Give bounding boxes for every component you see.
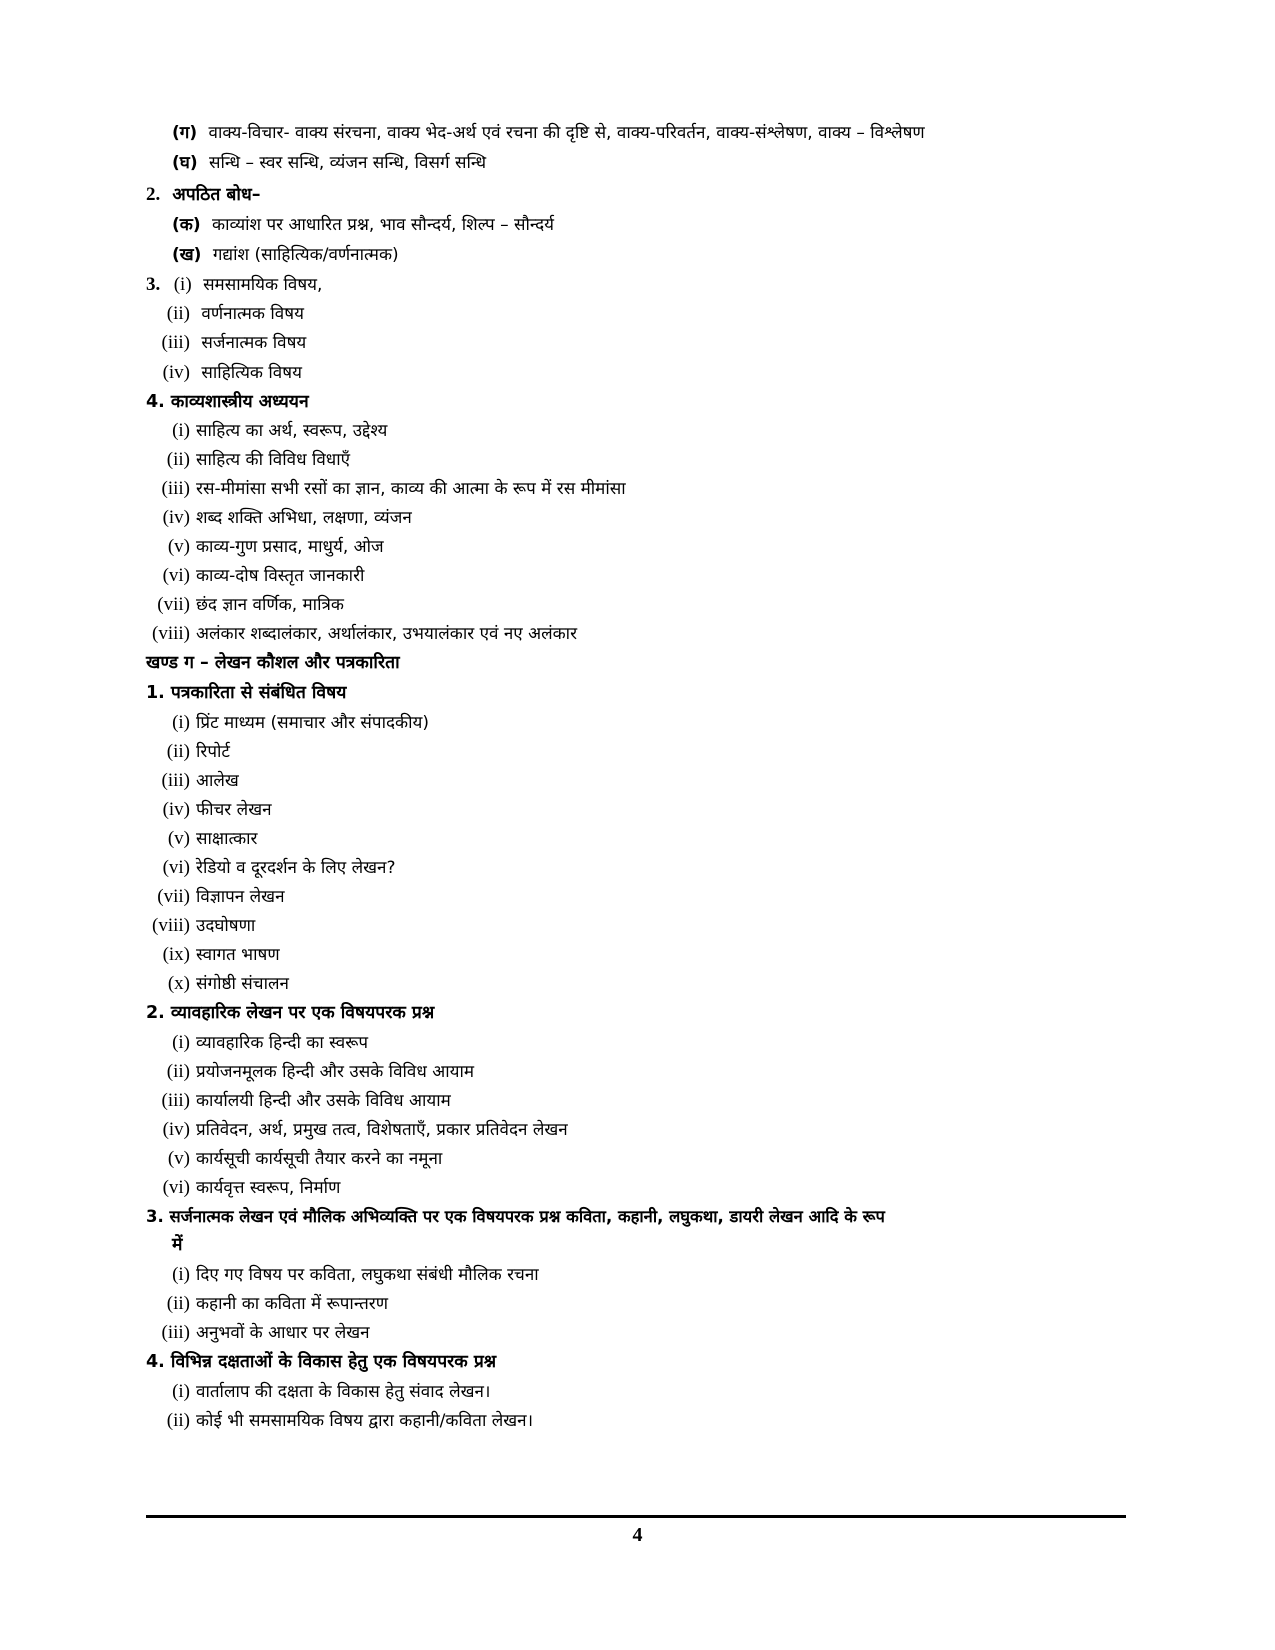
item-label: (ख) <box>172 245 202 265</box>
item-text: विज्ञापन लेखन <box>196 887 285 907</box>
item-number: (ii) <box>166 741 190 762</box>
list-item <box>146 885 285 909</box>
item-number: (v) <box>167 1148 190 1169</box>
item-text: सन्धि – स्वर सन्धि, व्यंजन सन्धि, विसर्ग सन्धि <box>209 153 487 173</box>
item-number: (ii) <box>166 303 190 324</box>
list-item <box>146 593 344 617</box>
list-item <box>146 1118 568 1142</box>
item-number: (vii) <box>157 594 190 615</box>
list-item <box>146 1263 539 1287</box>
item-text: साक्षात्कार <box>196 829 258 849</box>
list-item <box>146 1176 340 1200</box>
list-item <box>146 361 302 385</box>
list-item <box>146 535 384 559</box>
section-heading <box>146 183 260 207</box>
item-number: (i) <box>172 712 190 733</box>
list-item <box>146 972 289 996</box>
list-item <box>146 564 364 588</box>
item-number: (vii) <box>157 886 190 907</box>
section-heading: 1. पत्रकारिता से संबंधित विषय <box>146 683 347 703</box>
item-text: साहित्य का अर्थ, स्वरूप, उद्देश्य <box>196 421 388 441</box>
item-text: अलंकार शब्दालंकार, अर्थालंकार, उभयालंकार एवं नए अलंकार <box>196 624 578 644</box>
list-item <box>146 331 306 355</box>
item-number: (vi) <box>162 565 190 586</box>
item-text: दिए गए विषय पर कविता, लघुकथा संबंधी मौलिक रचना <box>196 1265 539 1285</box>
item-text: रेडियो व दूरदर्शन के लिए लेखन? <box>196 858 396 878</box>
item-number: (iv) <box>162 799 190 820</box>
item-label: (ग) <box>172 123 198 143</box>
section-heading: 4. काव्यशास्त्रीय अध्ययन <box>146 392 309 412</box>
item-number: (ii) <box>166 1410 190 1431</box>
list-item <box>146 477 626 501</box>
list-item <box>146 302 304 326</box>
list-item <box>146 1409 533 1433</box>
item-text: प्रतिवेदन, अर्थ, प्रमुख तत्व, विशेषताएँ, प्रकार प्रतिवेदन लेखन <box>196 1120 568 1140</box>
item-number: (vi) <box>162 1177 190 1198</box>
item-text: कार्यसूची कार्यसूची तैयार करने का नमूना <box>196 1149 443 1169</box>
section-title: अपठित बोध– <box>172 185 261 205</box>
item-text: छंद ज्ञान वर्णिक, मात्रिक <box>196 595 344 615</box>
item-text: अनुभवों के आधार पर लेखन <box>196 1323 370 1343</box>
footer-rule <box>146 1515 1126 1518</box>
list-item <box>146 769 239 793</box>
item-text: कहानी का कविता में रूपान्तरण <box>196 1294 389 1314</box>
item-number: (iv) <box>162 362 190 383</box>
item-number: (ii) <box>166 1061 190 1082</box>
list-item <box>146 1089 451 1113</box>
list-item <box>146 448 350 472</box>
item-text: वार्तालाप की दक्षता के विकास हेतु संवाद लेखन। <box>196 1382 491 1402</box>
item-text: उदघोषणा <box>196 916 256 936</box>
item-text: काव्यांश पर आधारित प्रश्न, भाव सौन्दर्य, शिल्प – सौन्दर्य <box>212 215 555 235</box>
item-number: (iii) <box>161 770 190 791</box>
item-text: कोई भी समसामयिक विषय द्वारा कहानी/कविता लेखन। <box>196 1411 534 1431</box>
list-item <box>146 622 577 646</box>
list-item <box>146 1147 442 1171</box>
list-item <box>146 1321 370 1345</box>
item-text: काव्य-दोष विस्तृत जानकारी <box>196 566 365 586</box>
item-text: साहित्य की विविध विधाएँ <box>196 450 351 470</box>
item-text: कार्यवृत्त स्वरूप, निर्माण <box>196 1178 341 1198</box>
item-text: स्वागत भाषण <box>196 945 280 965</box>
section-heading: 2. व्यावहारिक लेखन पर एक विषयपरक प्रश्न <box>146 1003 435 1023</box>
item-text: साहित्यिक विषय <box>201 363 302 383</box>
item-text: समसामयिक विषय, <box>203 275 323 295</box>
item-number: (x) <box>167 973 190 994</box>
item-text: आलेख <box>196 771 239 791</box>
section-heading-continued: में <box>172 1235 183 1255</box>
list-item <box>146 943 280 967</box>
list-item <box>146 827 258 851</box>
item-kh <box>172 243 399 267</box>
item-number: (iii) <box>161 332 190 353</box>
item-number: (viii) <box>152 915 190 936</box>
item-text: प्रयोजनमूलक हिन्दी और उसके विविध आयाम <box>196 1062 475 1082</box>
list-item <box>146 419 387 443</box>
item-number: (viii) <box>152 623 190 644</box>
item-number: (i) <box>172 420 190 441</box>
item-number: (iv) <box>162 1119 190 1140</box>
item-number: (i) <box>172 1032 190 1053</box>
item-text: रिपोर्ट <box>196 742 230 762</box>
section-number: 2. <box>146 184 161 205</box>
item-label: (क) <box>172 215 201 235</box>
item-number: (vi) <box>162 857 190 878</box>
item-number: (v) <box>167 536 190 557</box>
item-number: (ix) <box>162 944 190 965</box>
list-item <box>146 914 255 938</box>
item-number: (i) <box>172 1264 190 1285</box>
item-text: वर्णनात्मक विषय <box>201 304 304 324</box>
item-gh <box>172 151 486 175</box>
item-text: प्रिंट माध्यम (समाचार और संपादकीय) <box>196 713 429 733</box>
list-item <box>146 740 230 764</box>
item-number: (iii) <box>161 1090 190 1111</box>
item-number: (iii) <box>161 478 190 499</box>
item-number: (v) <box>167 828 190 849</box>
item-text: संगोष्ठी संचालन <box>196 974 289 994</box>
item-text: गद्यांश (साहित्यिक/वर्णनात्मक) <box>212 245 399 265</box>
item-text: व्यावहारिक हिन्दी का स्वरूप <box>196 1033 369 1053</box>
part-heading: खण्ड ग – लेखन कौशल और पत्रकारिता <box>146 653 400 673</box>
item-label: (घ) <box>172 153 198 173</box>
list-item <box>146 273 322 297</box>
section-number: 3. <box>146 274 161 295</box>
item-g <box>172 121 925 145</box>
list-item <box>146 798 272 822</box>
item-text: फीचर लेखन <box>196 800 272 820</box>
item-number: (iv) <box>162 507 190 528</box>
item-number: (ii) <box>166 1293 190 1314</box>
item-number: (iii) <box>161 1322 190 1343</box>
list-item <box>146 1380 490 1404</box>
list-item <box>146 711 429 735</box>
list-item <box>146 1031 368 1055</box>
item-k <box>172 213 554 237</box>
item-text: काव्य-गुण प्रसाद, माधुर्य, ओज <box>196 537 384 557</box>
item-text: शब्द शक्ति अभिधा, लक्षणा, व्यंजन <box>196 508 412 528</box>
list-item <box>146 1060 474 1084</box>
list-item <box>146 506 412 530</box>
list-item <box>146 856 395 880</box>
item-number: (ii) <box>166 449 190 470</box>
item-text: वाक्य-विचार- वाक्य संरचना, वाक्य भेद-अर्थ एवं रचना की दृष्टि से, वाक्य-परिवर्तन, वाक्य-संश्लेषण, वाक्य – विश्लेषण <box>208 123 925 143</box>
page-number: 4 <box>632 1524 643 1546</box>
item-text: सर्जनात्मक विषय <box>201 333 307 353</box>
item-number: (i) <box>173 274 192 295</box>
section-heading: 4. विभिन्न दक्षताओं के विकास हेतु एक विषयपरक प्रश्न <box>146 1352 497 1372</box>
section-heading: 3. सर्जनात्मक लेखन एवं मौलिक अभिव्यक्ति पर एक विषयपरक प्रश्न कविता, कहानी, लघुकथा, डायरी लेखन आदि के रूप <box>146 1207 885 1226</box>
item-text: कार्यालयी हिन्दी और उसके विविध आयाम <box>196 1091 451 1111</box>
item-text: रस-मीमांसा सभी रसों का ज्ञान, काव्य की आत्मा के रूप में रस मीमांसा <box>196 479 626 499</box>
list-item <box>146 1292 388 1316</box>
item-number: (i) <box>172 1381 190 1402</box>
